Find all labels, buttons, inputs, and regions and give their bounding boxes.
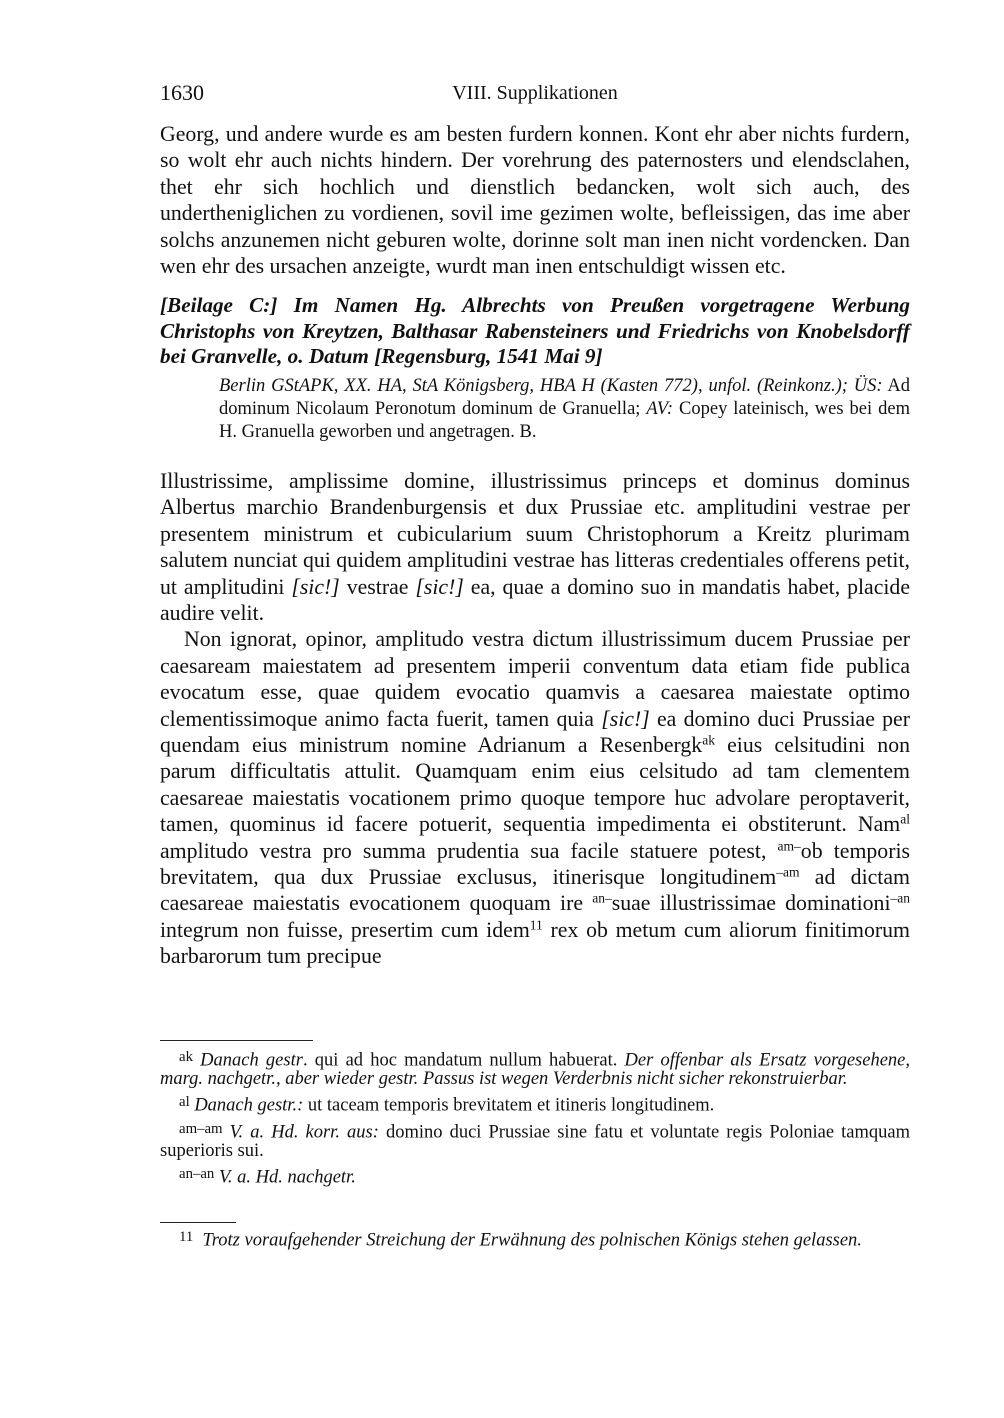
- note-ref-an-close: –an: [890, 891, 911, 907]
- record-heading: [Beilage C:] Im Namen Hg. Albrechts von Preußen vorgetragene Werbung Christophs von Kreytzen, Balthasar Rabensteiners und Friedrichs von Knobelsdorff bei Granvelle, o. Datum [Regensburg, 1541 Mai 9]: [160, 293, 910, 369]
- source-av-label: AV:: [646, 398, 674, 419]
- source-av-text: Copey lateinisch, wes bei dem H. Granuella geworben und angetragen. B.: [219, 398, 910, 442]
- footnote-ref-11: 11: [529, 917, 543, 933]
- sic-mark: [sic!]: [415, 574, 464, 599]
- critical-note-am: $^{am-am}$ V. a. Hd. korr. aus: domino duci Prussiae sine fatu et voluntate regis Poloniae tamquam superioris sui.: [160, 1120, 910, 1162]
- note-ref-an-open: an–: [592, 891, 612, 907]
- body-paragraph-1: Illustrissime, amplissime domine, illustrissimus princeps et dominus dominus Albertus marchio Brandenburgensis et dux Prussiae etc. amplitudini vestrae per presentem ministrum et cubicularium suum Christophorum a Kreitz plurimam salutem nunciat qui quidem amplitudini vestrae has litteras credentiales offerens petit, ut amplitudini [sic!] vestrae [sic!] ea, quae a domino suo in mandatis habet, placide audire velit.: [160, 468, 911, 625]
- footnote-11: $^{11}$ Trotz voraufgehender Streichung der Erwähnung des polnischen Königs stehen gelassen.: [179, 1229, 862, 1251]
- body-paragraph-2: Non ignorat, opinor, amplitudo vestra dictum illustrissimum ducem Prussiae per caesaream maiestatem ad presentem imperii conventum data etiam fide publica evocatum esse, quae quidem evocatio quamvis a caesarea maiestate optimo clementissimoque animo facta fuerit, tamen quia [sic!] ea domino duci Prussiae per quendam eius ministrum nomine Adrianum a Resenbergk$^{ak}$ eius celsitudini non parum difficultatis attulit. Quamquam enim eius celsitudo ad tam clementem caesareae maiestatis vocationem primo quoque tempore huc advolare peroptaverit, tamen, quominus id facere potuerit, sequentia impedimenta ei obstiterunt. Nam$^{al}$ amplitudo vestra pro summa prudentia sua facile statuere potest, $^{am-}$ob temporis brevitatem, qua dux Prussiae exclusus, itinerisque longitudinem$^{-am}$ ad dictam caesareae maiestatis evocationem quoquam ire $^{an-}$suae illustrissimae dominationi$^{-an}$ integrum non fuisse, presertim cum idem$^{11}$ rex ob metum cum aliorum finitimorum barbarorum tum precipue: [160, 627, 911, 969]
- intro-paragraph: Georg, und andere wurde es am besten furdern konnen. Kont ehr aber nichts furdern, so wolt ehr auch nichts hindern. Der vorehrung des paternosters und elendsclahen, thet ehr sich hochlich und dienstlich bedancken, wolt sich auch, des undertheniglichen zu vordienen, sovil ime gezimen wolte, befleissigen, das ime aber solchs anzunemen nicht geburen wolte, dorinne solt man inen nicht vordencken. Dan wen ehr des ursachen anzeigte, wurdt man inen entschuldigt wissen etc.: [160, 122, 910, 279]
- sic-mark: [sic!]: [601, 706, 650, 731]
- source-address: Ad dominum Nicolaum Peronotum dominum de Granuella;: [219, 375, 911, 419]
- running-title: VIII. Supplikationen: [452, 82, 618, 104]
- source-note: [219, 375, 910, 444]
- source-archive: Berlin GStAPK, XX. HA, StA Königsberg, HBA H (Kasten 772), unfol. (Reinkonz.); ÜS:: [219, 375, 883, 396]
- critical-note-al: $^{al}$ Danach gestr.: ut taceam temporis brevitatem et itineris longitudinem.: [179, 1094, 715, 1116]
- notes-divider: [160, 1040, 313, 1041]
- note-ref-am-close: –am: [776, 864, 800, 880]
- sic-mark: [sic!]: [291, 574, 340, 599]
- note-ref-al: al: [900, 811, 910, 827]
- text-critical-notes: [160, 1048, 910, 1192]
- footnotes: [160, 1228, 910, 1254]
- page-number: 1630: [160, 80, 204, 105]
- page-header: [160, 80, 910, 110]
- critical-note-an: $^{an-an}$ V. a. Hd. nachgetr.: [179, 1166, 356, 1188]
- main-text: [160, 121, 910, 970]
- critical-note-ak: $^{ak}$ Danach gestr. qui ad hoc mandatum nullum habuerat. Der offenbar als Ersatz vorgesehene, marg. nachgetr., aber wieder gestr. Passus ist wegen Verderbnis nicht sicher rekonstruierbar.: [160, 1049, 911, 1090]
- note-ref-am-open: am–: [777, 838, 801, 854]
- note-ref-ak: ak: [702, 732, 715, 748]
- footnotes-divider: [160, 1222, 236, 1223]
